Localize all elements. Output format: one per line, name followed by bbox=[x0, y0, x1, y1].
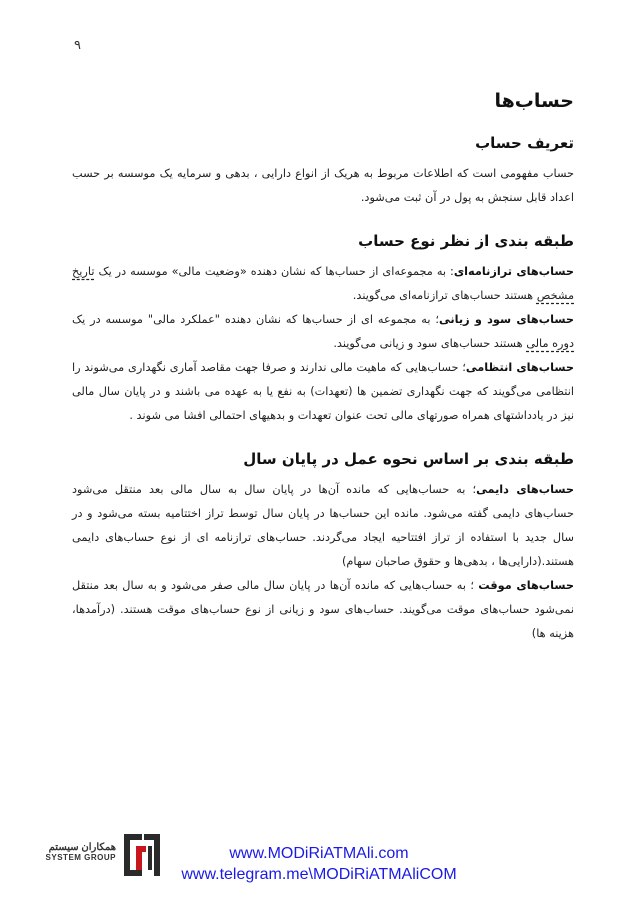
temporary-accounts-term: حساب‌های موقت bbox=[478, 579, 575, 592]
year-end-classification-heading: طبقه بندی بر اساس نحوه عمل در پایان سال bbox=[243, 450, 574, 468]
logo-persian-name: همکاران سیستم bbox=[48, 842, 116, 853]
temporary-accounts-text: ؛ به حساب‌هایی که مانده آن‌ها در پایان سال مالی صفر می‌شود و به سال بعد منتقل نمی‌شود حساب‌های موقت می‌گویند. حساب‌های سود و زیانی از نوع حساب‌های موقت هستند. (درآمدها، هزینه ها) bbox=[72, 579, 574, 640]
telegram-link[interactable]: www.telegram.me\MODiRiATMAliCOM bbox=[181, 866, 457, 883]
permanent-accounts-text: ؛ به حساب‌هایی که مانده آن‌ها در پایان سال به سال مالی بعد منتقل می‌شود حساب‌های دایمی گفته می‌شود. مانده این حساب‌ها در پایان سال توسط تراز اختتامیه بسته می‌شود و در سال جدید با استفاده از تراز افتتاحیه ایجاد می‌گردند. حساب‌های ترازنامه ای از نوع حساب‌های دایمی هستند.(دارایی‌ها ، بدهی‌ها و حقوق صاحبان سهام) bbox=[72, 483, 574, 568]
memo-accounts-text: ؛ حساب‌هایی که ماهیت مالی ندارند و صرفا جهت مقاصد آماری نگهداری می‌شوند را انتظامی می‌گویند که جهت نگهداری تضمین ها (تعهدات) به نفع یا به عهده می باشند و در پایان سال مالی نیز در یادداشتهای همراه صورتهای مالی تحت عنوان تعهدات و بدهیهای احتمالی افشا می شوند . bbox=[72, 361, 574, 422]
website-link[interactable]: www.MODiRiATMAli.com bbox=[229, 845, 409, 862]
permanent-accounts-paragraph bbox=[72, 478, 574, 574]
document-body bbox=[72, 90, 574, 646]
balance-accounts-paragraph bbox=[72, 260, 574, 308]
definition-text: حساب مفهومی است که اطلاعات مربوط به هریک از انواع دارایی ، بدهی و سرمایه یک موسسه بر حسب اعداد قابل سنجش به پول در آن ثبت می‌شود. bbox=[72, 167, 574, 204]
income-accounts-text-end: هستند حساب‌های سود و زیانی می‌گویند. bbox=[333, 337, 527, 350]
definition-heading: تعریف حساب bbox=[475, 134, 574, 152]
temporary-accounts-paragraph bbox=[72, 574, 574, 646]
income-accounts-underline: دوره مالی bbox=[526, 337, 574, 350]
balance-accounts-underline: تاریخ مشخص bbox=[72, 265, 574, 302]
footer-links bbox=[0, 843, 638, 885]
income-accounts-paragraph bbox=[72, 308, 574, 356]
balance-accounts-term: حساب‌های ترازنامه‌ای bbox=[453, 265, 574, 278]
income-accounts-text: ؛ به مجموعه ای از حساب‌ها که نشان دهنده "عملکرد مالی" موسسه در یک bbox=[72, 313, 439, 326]
balance-accounts-text: : به مجموعه‌ای از حساب‌ها که نشان دهنده «وضعیت مالی» موسسه در یک bbox=[94, 265, 454, 278]
income-accounts-term: حساب‌های سود و زیانی bbox=[438, 313, 574, 326]
page-number: ۹ bbox=[74, 38, 81, 53]
type-classification-heading: طبقه بندی از نظر نوع حساب bbox=[358, 232, 574, 250]
memo-accounts-term: حساب‌های انتظامی bbox=[465, 361, 574, 374]
logo-english-name: SYSTEM GROUP bbox=[45, 853, 116, 862]
balance-accounts-text-end: هستند حساب‌های ترازنامه‌ای می‌گویند. bbox=[352, 289, 537, 302]
memo-accounts-paragraph bbox=[72, 356, 574, 428]
permanent-accounts-term: حساب‌های دایمی bbox=[476, 483, 574, 496]
page-title: حساب‌ها bbox=[494, 90, 574, 112]
